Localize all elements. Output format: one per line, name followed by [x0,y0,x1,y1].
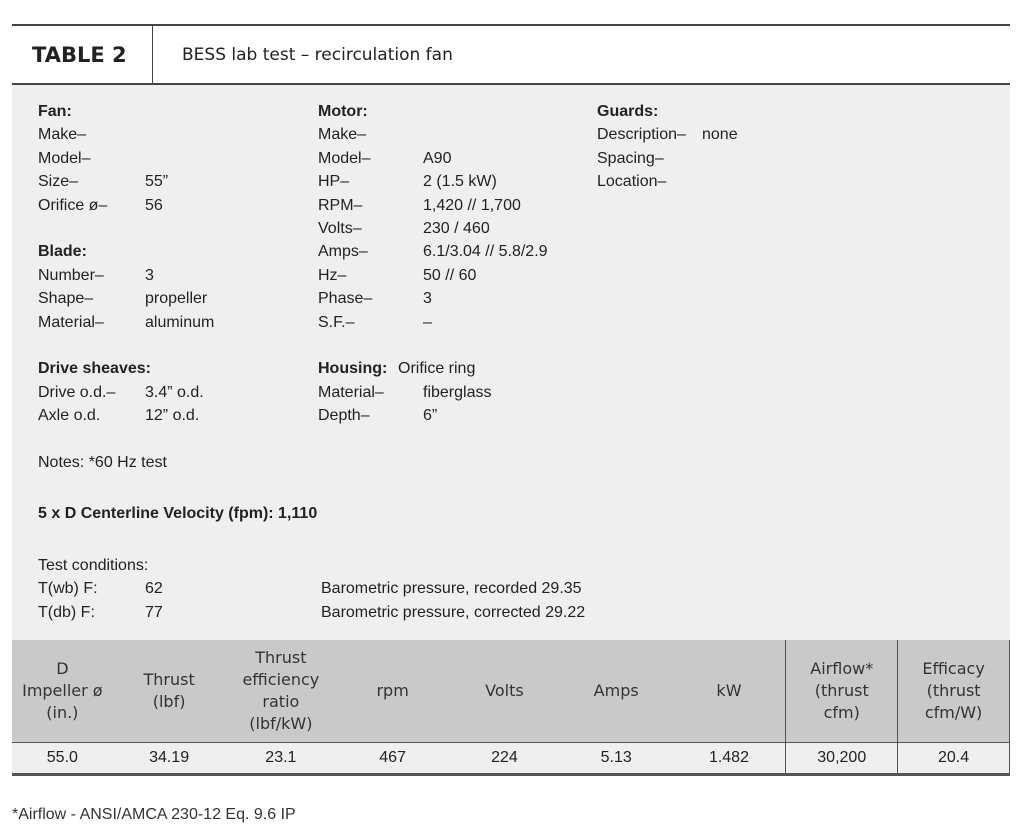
guards-label: Spacing– [597,149,664,167]
result-value: 20.4 [898,743,1010,775]
motor-label: RPM– [318,196,363,214]
blade-heading: Blade: [38,243,87,261]
condition-label: T(db) F: [38,603,95,621]
motor-value: A90 [423,149,452,167]
motor-value: 1,420 // 1,700 [423,196,521,214]
motor-label: S.F.– [318,313,355,331]
table-title: BESS lab test – recirculation fan [182,45,453,65]
blade-value: 3 [145,266,154,284]
barometric-pressure: Barometric pressure, recorded 29.35 [321,580,582,598]
motor-value: – [423,313,432,331]
blade-label: Shape– [38,290,94,308]
motor-label: Make– [318,126,367,144]
column-header: Thrust (lbf) [113,640,226,743]
motor-value: 6.1/3.04 // 5.8/2.9 [423,243,548,261]
column-header: D Impeller ø (in.) [12,640,113,743]
condition-value: 77 [145,603,163,621]
barometric-pressure: Barometric pressure, corrected 29.22 [321,603,586,621]
result-value: 30,200 [786,743,898,775]
result-value: 55.0 [12,743,113,775]
fan-label: Orifice ø– [38,196,108,214]
drive-sheaves-value: 3.4” o.d. [145,383,204,401]
results-table [12,640,1010,776]
column-header: kW [673,640,786,743]
drive-sheaves-heading: Drive sheaves: [38,360,151,378]
footnote: *Airflow - ANSI/AMCA 230-12 Eq. 9.6 IP [12,806,296,823]
motor-label: Volts– [318,220,362,237]
guards-label: Location– [597,173,667,191]
spec-panel [12,85,1010,640]
column-header: Efficacy (thrust cfm/W) [898,640,1010,743]
result-value: 224 [449,743,560,775]
centerline-velocity: 5 x D Centerline Velocity (fpm): 1,110 [38,505,318,523]
housing-heading: Housing: [318,360,388,378]
guards-label: Description– [597,126,686,144]
motor-heading: Motor: [318,103,368,120]
motor-value: 3 [423,290,432,308]
column-header: Amps [560,640,673,743]
housing-label: Material– [318,383,384,401]
motor-value: 50 // 60 [423,266,477,284]
fan-label: Make– [38,126,87,144]
housing-value: 6” [423,407,438,425]
blade-value: propeller [145,290,208,308]
guards-heading: Guards: [597,103,659,120]
column-header: Volts [449,640,560,743]
divider [152,26,153,83]
blade-label: Material– [38,313,104,331]
drive-sheaves-label: Axle o.d. [38,407,101,425]
motor-label: Model– [318,149,371,167]
title-row [12,26,1010,85]
result-value: 34.19 [113,743,226,775]
housing-label: Depth– [318,407,370,425]
housing-value: fiberglass [423,383,492,401]
motor-label: HP– [318,173,350,191]
fan-value: 56 [145,196,163,214]
motor-label: Hz– [318,266,347,284]
column-header: Thrust efficiency ratio (lbf/kW) [225,640,336,743]
fan-label: Model– [38,149,91,167]
column-header: Airflow* (thrust cfm) [786,640,898,743]
result-value: 23.1 [225,743,336,775]
condition-label: T(wb) F: [38,580,98,598]
motor-value: 230 / 460 [423,220,490,237]
fan-value: 55” [145,173,169,191]
housing-type: Orifice ring [398,360,476,378]
fan-heading: Fan: [38,103,72,120]
fan-label: Size– [38,173,79,191]
blade-label: Number– [38,266,104,284]
motor-value: 2 (1.5 kW) [423,173,497,191]
guards-value: none [702,126,738,144]
result-value: 1.482 [673,743,786,775]
table-number: TABLE 2 [32,43,127,67]
drive-sheaves-label: Drive o.d.– [38,383,116,401]
test-conditions-heading: Test conditions: [38,556,149,574]
blade-value: aluminum [145,313,215,331]
result-value: 5.13 [560,743,673,775]
result-value: 467 [336,743,449,775]
drive-sheaves-value: 12” o.d. [145,407,200,425]
condition-value: 62 [145,580,163,598]
motor-label: Amps– [318,243,368,261]
column-header: rpm [336,640,449,743]
motor-label: Phase– [318,290,373,308]
notes: Notes: *60 Hz test [38,454,167,471]
